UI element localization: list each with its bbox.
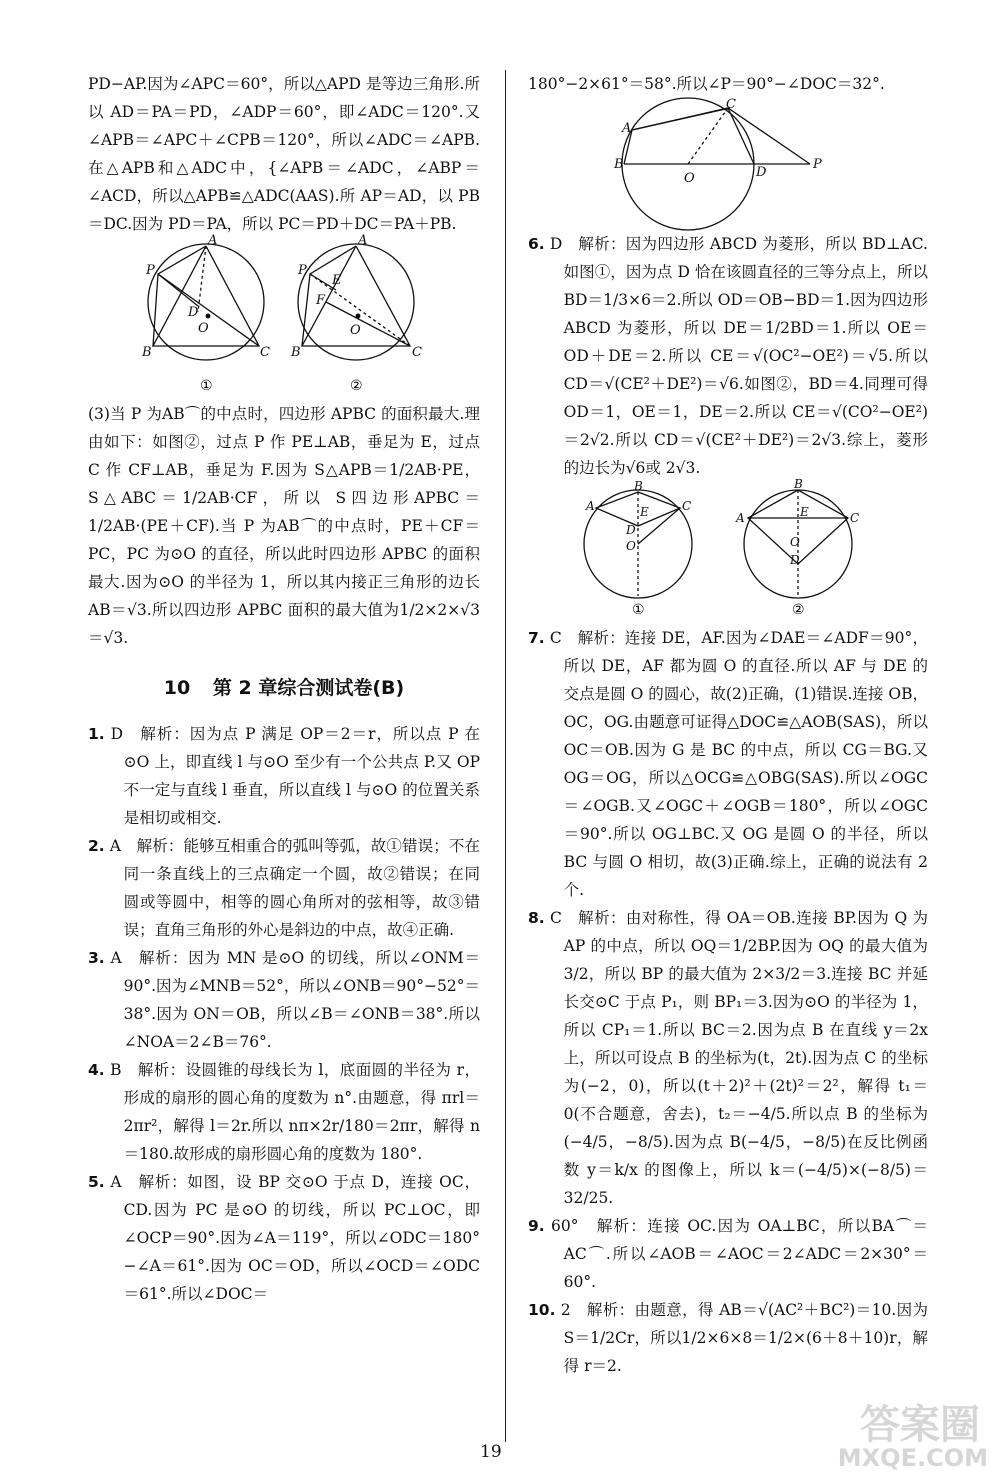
- circle-figures-1-2: [88, 233, 480, 394]
- answer-3: [88, 944, 480, 1056]
- label-c-5: C: [850, 511, 860, 525]
- answer-10-number: 10.: [528, 1301, 556, 1319]
- label-o-2: O: [350, 323, 361, 338]
- answer-9-number: 9.: [528, 1217, 545, 1235]
- label-d: D: [188, 305, 199, 320]
- answer-7-number: 7.: [528, 629, 545, 647]
- answer-2-number: 2.: [88, 837, 105, 855]
- section-number: 10: [163, 677, 191, 699]
- label-p: P: [146, 263, 155, 278]
- left-column: [88, 70, 480, 1308]
- label-a-4: A: [586, 499, 595, 513]
- answer-5: [88, 1168, 480, 1308]
- section-title: 第 2 章综合测试卷(B): [212, 677, 405, 699]
- answer-8-text: C 解析：由对称性，得 OA＝OB.连接 BP.因为 Q 为 AP 的中点，所以 OQ＝1/2BP.因为 OQ 的最大值为3/2，所以 BP 的最大值为 2×3/2＝3.连接 BC 并延长交⊙C 于点 P₁，则 BP₁＝3.因为⊙O 的半径为 1，所以 CP₁＝1.所以 BC＝2.因为点 B 在直线 y＝2x 上，所以可设点 B 的坐标为(t，2t).因为点 C 的坐标为(−2，0)，所以(t＋2)²＋(2t)²＝2²，解得 t₁＝0(不合题意，舍去)，t₂＝−4/5.所以点 B 的坐标为(−4/5，−8/5).因为点 B(−4/5，−8/5)在反比例函数 y＝k/x 的图像上，所以 k＝(−4/5)×(−8/5)＝32/25.: [550, 909, 928, 1207]
- label-e-5: E: [800, 505, 809, 519]
- rhombus-figures: [528, 477, 928, 618]
- proof-continuation: PD−AP.因为∠APC＝60°，所以△APD 是等边三角形.所以 AD＝PA＝PD，∠ADP＝60°，即∠ADC＝120°.又∠APB＝∠APC＋∠CPB＝120°，所以∠ADC＝∠APB.在△APB和△ADC中，{∠APB＝∠ADC，∠ABP＝∠ACD，所以△APB≌△ADC(AAS).所 AP＝AD，以 PB＝DC.因为 PD＝PA，所以 PC＝PD＋DC＝PA＋PB.: [88, 75, 480, 233]
- page-number: 19: [480, 1442, 502, 1462]
- answer-5-text: A 解析：如图，设 BP 交⊙O 于点 D，连接 OC，CD.因为 PC 是⊙O 的切线，所以 PC⊥OC，即∠OCP＝90°.因为∠A＝119°，所以∠ODC＝180°−∠A＝61°.因为 OC＝OD，所以∠OCD＝∠ODC＝61°.所以∠DOC＝: [110, 1173, 480, 1303]
- label-b-3: B: [614, 157, 624, 172]
- figure-rhombus-2-caption: ②: [792, 602, 805, 618]
- chord-ac: [632, 108, 730, 130]
- answer-2-text: A 解析：能够互相重合的弧叫等弧，故①错误；不在同一条直线上的三点确定一个圆，故②错误；在同圆或等圆中，相等的圆心角所对的弦相等，故③错误；直角三角形的外心是斜边的中点，故④正确.: [109, 837, 480, 939]
- label-d-4: D: [626, 523, 636, 537]
- label-p-3: P: [813, 157, 822, 172]
- answer-3-text: A 解析：因为 MN 是⊙O 的切线，所以∠ONM＝90°.因为∠MNB＝52°，所以∠ONB＝90°−52°＝38°.因为 ON＝OB，所以∠B＝∠ONB＝38°.所以∠NOA＝2∠B＝76°.: [110, 949, 481, 1051]
- center-point: [206, 314, 210, 318]
- label-c-2: C: [412, 345, 422, 360]
- answer-9-text: 60° 解析：连接 OC.因为 OA⊥BC，所以BA⌒＝AC⌒.所以∠AOB＝∠AOC＝2∠ADC＝2×30°＝60°.: [550, 1217, 928, 1291]
- answer-8: [528, 904, 928, 1212]
- answer-3-number: 3.: [88, 949, 105, 967]
- label-c-3: C: [726, 97, 736, 112]
- label-c-4: C: [682, 499, 692, 513]
- watermark-url: MXQE.COM: [837, 1444, 988, 1472]
- label-b-5: B: [794, 477, 803, 491]
- label-d-5: D: [790, 553, 800, 567]
- part-3-proof: (3)当 P 为AB⌒的中点时，四边形 APBC 的面积最大.理由如下：如图②，过点 P 作 PE⊥AB，垂足为 E，过点 C 作 CF⊥AB，垂足为 F.因为 S△APB＝1/2AB·PE，S△ABC＝1/2AB·CF，所以 S四边形APBC＝1/2AB·(PE＋CF).当 P 为AB⌒的中点时，PE＋CF＝PC，PC 为⊙O 的直径，所以此时四边形 APBC 的面积最大.因为⊙O 的半径为 1，所以其内接正三角形的边长 AB＝√3.所以四边形 APBC 面积的最大值为1/2×2×√3＝√3.: [88, 405, 480, 647]
- answer-1-number: 1.: [88, 725, 105, 743]
- answer-10: [528, 1296, 928, 1380]
- figure-1: [148, 244, 264, 360]
- label-o: O: [198, 321, 209, 336]
- label-o-5: O: [790, 535, 800, 549]
- label-b: B: [142, 345, 152, 360]
- answer-6-text: D 解析：因为四边形 ABCD 为菱形，所以 BD⊥AC.如图①，因为点 D 恰在该圆直径的三等分点上，所以 BD＝1/3×6＝2.所以 OD＝OB−BD＝1.因为四边形 ABCD 为菱形，所以 DE＝1/2BD＝1.所以 OE＝OD＋DE＝2.所以 CE＝√(OC²−OE²)＝√5.所以 CD＝√(CE²＋DE²)＝√6.如图②，BD＝4.同理可得 OD＝1，OE＝1，DE＝2.所以 CE＝√(CO²−OE²)＝2√2.所以 CD＝√(CE²＋DE²)＝2√3.综上，菱形的边长为√6或 2√3.: [549, 235, 928, 477]
- label-e-4: E: [640, 505, 649, 519]
- figure-rhombus-1-caption: ①: [632, 602, 645, 618]
- label-d-3: D: [756, 165, 767, 180]
- answer-1: [88, 720, 480, 832]
- label-f: F: [316, 293, 326, 308]
- label-a-3: A: [622, 121, 632, 136]
- center-point-2: [356, 314, 360, 318]
- watermark-logo: 答案圈: [860, 1402, 980, 1448]
- answer-8-number: 8.: [528, 909, 545, 927]
- label-e: E: [332, 273, 342, 288]
- answer-10-text: 2 解析：由题意，得 AB＝√(AC²＋BC²)＝10.因为 S＝1/2Cr，所以1/2×6×8＝1/2×(6＋8＋10)r，解得 r＝2.: [560, 1301, 928, 1375]
- label-o-3: O: [684, 171, 695, 186]
- answer-6: [528, 230, 928, 482]
- answer-4-number: 4.: [88, 1061, 105, 1079]
- segment-pd: [158, 274, 198, 306]
- answer-5-number: 5.: [88, 1173, 105, 1191]
- answer-1-text: D 解析：因为点 P 满足 OP＝2＝r，所以点 P 在⊙O 上，即直线 l 与⊙O 至少有一个公共点 P.又 OP 不一定与直线 l 垂直，所以直线 l 与⊙O 的位置关系是相切或相交.: [110, 725, 480, 827]
- column-divider: [505, 70, 506, 1442]
- rhombus-fig-1: [596, 492, 680, 526]
- label-o-4: O: [626, 539, 636, 553]
- label-b-2: B: [291, 345, 301, 360]
- answer-7-text: C 解析：连接 DE，AF.因为∠DAE＝∠ADF＝90°，所以 DE，AF 都为圆 O 的直径.所以 AF 与 DE 的交点是圆 O 的圆心，故(2)正确，(1)错误.连接 OB，OC，OG.由题意可证得△DOC≌△AOB(SAS)，所以 OC＝OB.因为 G 是 BC 的中点，所以 CG＝BG.又 OG＝OG，所以△OCG≌△OBG(SAS).所以∠OGC＝∠OGB.又∠OGC＋∠OGB＝180°，所以∠OGC＝90°.所以 OG⊥BC.又 OG 是圆 O 的半径，所以 BC 与圆 O 相切，故(3)正确.综上，正确的说法有 2 个.: [549, 629, 928, 899]
- right-column: [528, 70, 928, 1380]
- label-a-2: A: [358, 233, 368, 248]
- section-heading: [88, 674, 480, 702]
- answer-4-text: B 解析：设圆锥的母线长为 l，底面圆的半径为 r，形成的扇形的圆心角的度数为 n°.由题意，得 πrl＝2πr²，解得 l＝2r.所以 nπ×2r/180＝2πr，解得 n＝180.故形成的扇形圆心角的度数为 180°.: [110, 1061, 480, 1163]
- segment-ad: [198, 246, 206, 312]
- tangent-figure: [528, 97, 928, 224]
- answer-2: [88, 832, 480, 944]
- circle-o: [148, 244, 264, 360]
- figure-1-caption: ①: [200, 378, 213, 394]
- label-a: A: [208, 233, 218, 248]
- answer-5-continuation: 180°−2×61°＝58°.所以∠P＝90°−∠DOC＝32°.: [528, 75, 885, 93]
- label-p-2: P: [298, 263, 307, 278]
- answer-6-number: 6.: [528, 235, 545, 253]
- label-b-4: B: [634, 479, 643, 493]
- answer-7: [528, 624, 928, 904]
- polyline-bacp: [624, 108, 810, 164]
- label-c: C: [260, 345, 270, 360]
- answer-4: [88, 1056, 480, 1168]
- answer-9: [528, 1212, 928, 1296]
- label-a-5: A: [736, 511, 745, 525]
- figure-2-caption: ②: [350, 378, 363, 394]
